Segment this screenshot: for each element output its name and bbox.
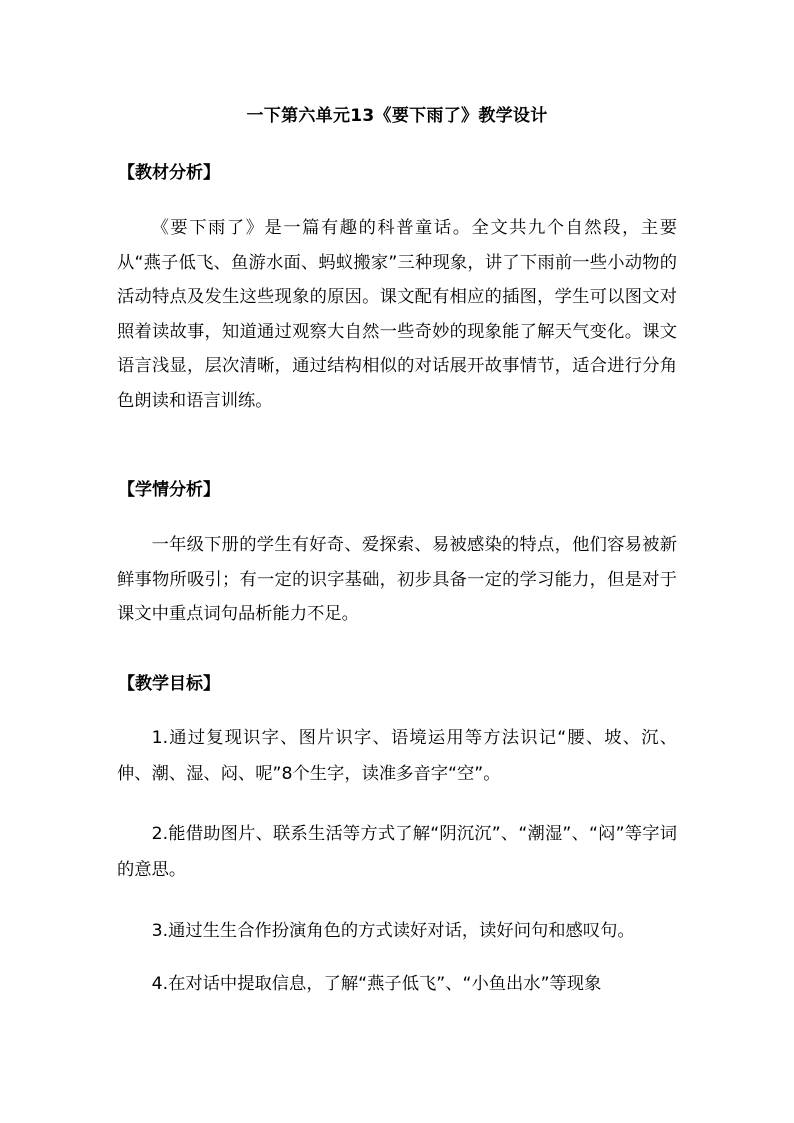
objective-item-4: 4.在对话中提取信息，了解“燕子低飞”、“小鱼出水”等现象 bbox=[151, 974, 602, 994]
section-heading-student-analysis: 【学情分析】 bbox=[118, 480, 220, 500]
objective-item-2: 2.能借助图片、联系生活等方式了解“阴沉沉”、“潮湿”、“闷”等字词的意思。 bbox=[117, 824, 677, 880]
paragraph-material-analysis: 《要下雨了》是一篇有趣的科普童话。全文共九个自然段，主要从“燕子低飞、鱼游水面、蚂蚁搬家”三种现象，讲了下雨前一些小动物的活动特点及发生这些现象的原因。课文配有相应的插图，学生可以图文对照着读故事，知道通过观察大自然一些奇妙的现象能了解天气变化。课文语言浅显，层次清晰，通过结构相似的对话展开故事情节，适合进行分角色朗读和语言训练。 bbox=[117, 218, 677, 411]
section-heading-teaching-objectives: 【教学目标】 bbox=[118, 674, 220, 694]
paragraph-student-analysis: 一年级下册的学生有好奇、爱探索、易被感染的特点，他们容易被新鲜事物所吸引；有一定的识字基础，初步具备一定的学习能力，但是对于课文中重点词句品析能力不足。 bbox=[117, 535, 677, 625]
section-heading-material-analysis: 【教材分析】 bbox=[118, 163, 220, 183]
objective-item-1: 1.通过复现识字、图片识字、语境运用等方法识记“腰、坡、沉、伸、潮、湿、闷、呢”8个生字，读准多音字“空”。 bbox=[117, 728, 677, 784]
objective-item-3: 3.通过生生合作扮演角色的方式读好对话，读好问句和感叹句。 bbox=[151, 921, 635, 941]
document-title: 一下第六单元13《要下雨了》教学设计 bbox=[246, 106, 548, 126]
